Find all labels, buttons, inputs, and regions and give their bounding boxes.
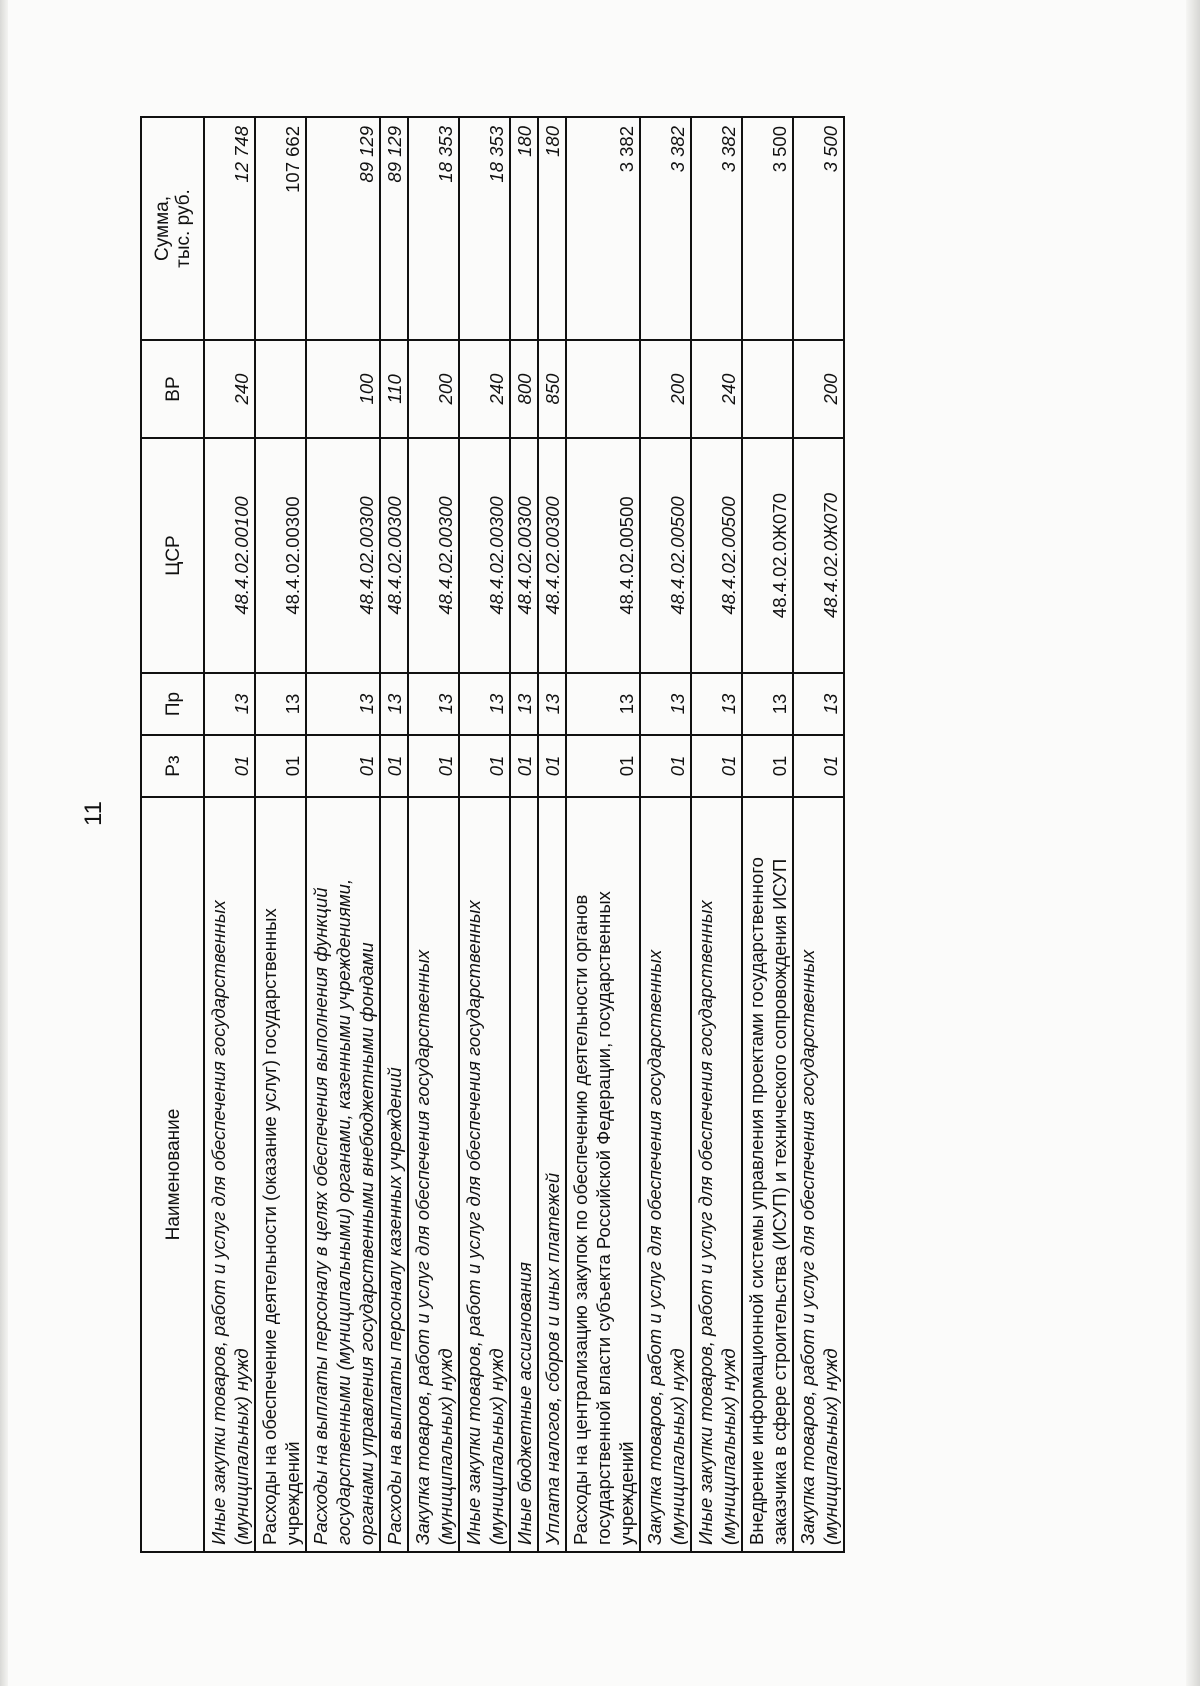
cell-vr: 200 — [793, 340, 844, 438]
cell-name: Иные бюджетные ассигнования — [510, 797, 538, 1552]
cell-sum: 12 748 — [204, 117, 255, 340]
header-sum: Сумма, тыс. руб. — [141, 117, 204, 340]
cell-vr: 100 — [306, 340, 380, 438]
cell-vr: 240 — [204, 340, 255, 438]
cell-csr: 48.4.02.00300 — [255, 438, 306, 673]
table-row — [408, 117, 459, 1552]
cell-csr: 48.4.02.00300 — [380, 438, 408, 673]
cell-vr — [255, 340, 306, 438]
table-row — [566, 117, 640, 1552]
cell-pr: 13 — [640, 673, 691, 735]
cell-sum: 107 662 — [255, 117, 306, 340]
header-name: Наименование — [141, 797, 204, 1552]
header-pr: Пр — [141, 673, 204, 735]
table-row — [538, 117, 566, 1552]
table-row — [306, 117, 380, 1552]
cell-csr: 48.4.02.00500 — [691, 438, 742, 673]
cell-pr: 13 — [459, 673, 510, 735]
cell-pr: 13 — [742, 673, 793, 735]
cell-pr: 13 — [793, 673, 844, 735]
cell-csr: 48.4.02.00500 — [566, 438, 640, 673]
cell-csr: 48.4.02.0Ж070 — [742, 438, 793, 673]
cell-sum: 3 382 — [691, 117, 742, 340]
cell-sum: 3 500 — [742, 117, 793, 340]
cell-vr: 800 — [510, 340, 538, 438]
cell-csr: 48.4.02.0Ж070 — [793, 438, 844, 673]
cell-name: Внедрение информационной системы управления проектами государственного заказчика в сфере строительства (ИСУП) и технического сопровождения ИСУП — [742, 797, 793, 1552]
table-body — [204, 117, 844, 1552]
cell-rz: 01 — [459, 735, 510, 797]
cell-sum: 3 500 — [793, 117, 844, 340]
table-row — [510, 117, 538, 1552]
cell-vr: 240 — [459, 340, 510, 438]
cell-pr: 13 — [510, 673, 538, 735]
cell-pr: 13 — [408, 673, 459, 735]
cell-name: Иные закупки товаров, работ и услуг для обеспечения государственных (муниципальных) нужд — [691, 797, 742, 1552]
cell-name: Закупка товаров, работ и услуг для обеспечения государственных (муниципальных) нужд — [640, 797, 691, 1552]
cell-rz: 01 — [408, 735, 459, 797]
cell-vr — [566, 340, 640, 438]
cell-name: Расходы на выплаты персоналу казенных учреждений — [380, 797, 408, 1552]
cell-sum: 89 129 — [306, 117, 380, 340]
table-header-row — [141, 117, 204, 1552]
cell-rz: 01 — [640, 735, 691, 797]
cell-csr: 48.4.02.00500 — [640, 438, 691, 673]
cell-pr: 13 — [380, 673, 408, 735]
cell-sum: 18 353 — [408, 117, 459, 340]
table-row — [793, 117, 844, 1552]
cell-rz: 01 — [204, 735, 255, 797]
cell-name: Расходы на выплаты персоналу в целях обеспечения выполнения функций государственными (муниципальными) органами, казенными учреждениями, органами управления государственными внебюджетными фондами — [306, 797, 380, 1552]
cell-name: Закупка товаров, работ и услуг для обеспечения государственных (муниципальных) нужд — [793, 797, 844, 1552]
cell-vr: 850 — [538, 340, 566, 438]
cell-rz: 01 — [306, 735, 380, 797]
cell-rz: 01 — [255, 735, 306, 797]
scan-edge-right — [1186, 0, 1200, 1686]
cell-vr: 200 — [408, 340, 459, 438]
header-vr: ВР — [141, 340, 204, 438]
table-row — [691, 117, 742, 1552]
table-row — [742, 117, 793, 1552]
cell-rz: 01 — [691, 735, 742, 797]
cell-pr: 13 — [538, 673, 566, 735]
scan-edge-left — [0, 0, 8, 1686]
cell-rz: 01 — [510, 735, 538, 797]
cell-csr: 48.4.02.00300 — [538, 438, 566, 673]
cell-vr: 200 — [640, 340, 691, 438]
cell-pr: 13 — [255, 673, 306, 735]
cell-sum: 3 382 — [640, 117, 691, 340]
table-row — [459, 117, 510, 1552]
cell-sum: 89 129 — [380, 117, 408, 340]
page-number: 11 — [80, 801, 107, 826]
budget-table — [140, 116, 845, 1553]
cell-vr: 240 — [691, 340, 742, 438]
cell-csr: 48.4.02.00100 — [204, 438, 255, 673]
cell-rz: 01 — [742, 735, 793, 797]
cell-name: Закупка товаров, работ и услуг для обеспечения государственных (муниципальных) нужд — [408, 797, 459, 1552]
cell-sum: 18 353 — [459, 117, 510, 340]
cell-name: Иные закупки товаров, работ и услуг для обеспечения государственных (муниципальных) нужд — [459, 797, 510, 1552]
cell-vr: 110 — [380, 340, 408, 438]
cell-name: Расходы на обеспечение деятельности (оказание услуг) государственных учреждений — [255, 797, 306, 1552]
cell-pr: 13 — [306, 673, 380, 735]
table-row — [204, 117, 255, 1552]
cell-rz: 01 — [566, 735, 640, 797]
header-csr: ЦСР — [141, 438, 204, 673]
table-row — [380, 117, 408, 1552]
cell-csr: 48.4.02.00300 — [408, 438, 459, 673]
cell-name: Расходы на централизацию закупок по обеспечению деятельности органов государственной власти субъекта Российской Федерации, государственных учреждений — [566, 797, 640, 1552]
cell-pr: 13 — [566, 673, 640, 735]
cell-pr: 13 — [204, 673, 255, 735]
cell-rz: 01 — [538, 735, 566, 797]
table-row — [255, 117, 306, 1552]
cell-rz: 01 — [380, 735, 408, 797]
cell-csr: 48.4.02.00300 — [306, 438, 380, 673]
table-row — [640, 117, 691, 1552]
cell-vr — [742, 340, 793, 438]
cell-rz: 01 — [793, 735, 844, 797]
cell-sum: 180 — [538, 117, 566, 340]
cell-sum: 180 — [510, 117, 538, 340]
cell-csr: 48.4.02.00300 — [459, 438, 510, 673]
cell-sum: 3 382 — [566, 117, 640, 340]
cell-pr: 13 — [691, 673, 742, 735]
header-rz: Рз — [141, 735, 204, 797]
cell-name: Иные закупки товаров, работ и услуг для обеспечения государственных (муниципальных) нужд — [204, 797, 255, 1552]
budget-table-frame — [140, 118, 1050, 1553]
cell-csr: 48.4.02.00300 — [510, 438, 538, 673]
cell-name: Уплата налогов, сборов и иных платежей — [538, 797, 566, 1552]
